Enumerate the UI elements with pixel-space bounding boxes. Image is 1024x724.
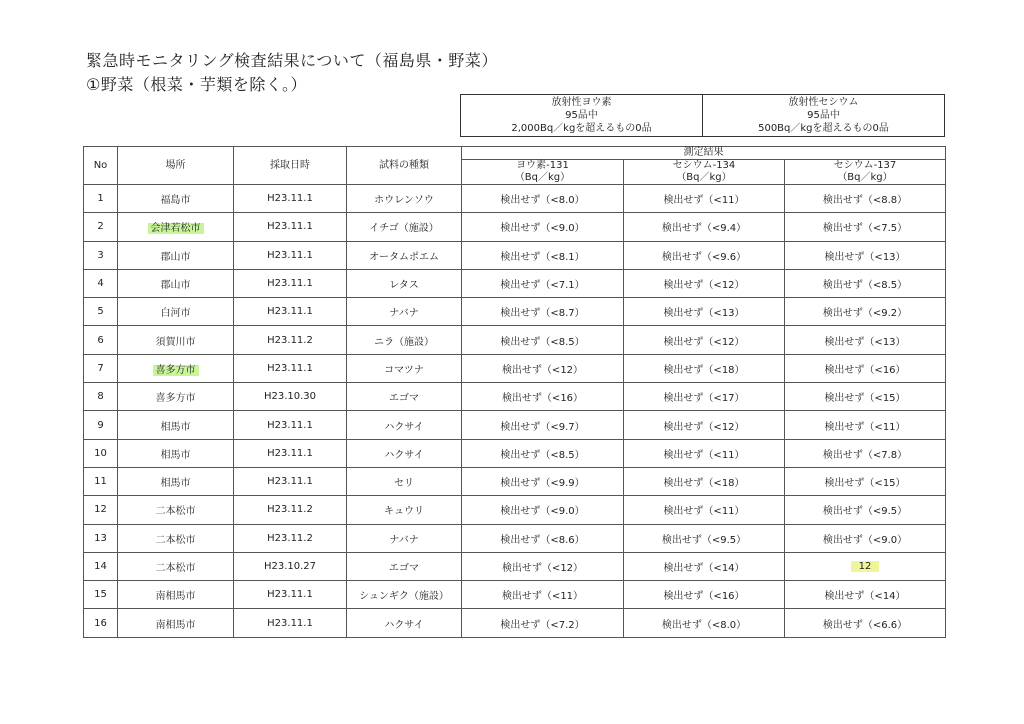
cell-i131: 検出せず（<9.0） bbox=[462, 213, 624, 241]
cell-sample: イチゴ（施設） bbox=[347, 213, 462, 241]
cell-no: 7 bbox=[84, 354, 118, 382]
cell-i131: 検出せず（<7.2） bbox=[462, 609, 624, 637]
cell-cs137: 検出せず（<15） bbox=[785, 467, 946, 495]
cell-no: 8 bbox=[84, 383, 118, 411]
cell-sample: ホウレンソウ bbox=[347, 185, 462, 213]
cell-i131: 検出せず（<9.7） bbox=[462, 411, 624, 439]
detected-value-highlight: 12 bbox=[851, 561, 880, 572]
cell-cs137: 検出せず（<11） bbox=[785, 411, 946, 439]
summary-cesium-count: 95品中 bbox=[807, 110, 840, 121]
table-row bbox=[84, 354, 946, 382]
cell-date: H23.10.27 bbox=[234, 552, 347, 580]
cell-place: 福島市 bbox=[118, 185, 234, 213]
cell-sample: キュウリ bbox=[347, 496, 462, 524]
summary-cesium-exceed: 500Bq／kgを超えるもの0品 bbox=[758, 123, 889, 134]
cell-date: H23.11.2 bbox=[234, 496, 347, 524]
table-row bbox=[84, 269, 946, 297]
cell-i131: 検出せず（<9.9） bbox=[462, 467, 624, 495]
cell-place: 二本松市 bbox=[118, 496, 234, 524]
cell-place: 南相馬市 bbox=[118, 609, 234, 637]
cell-cs137: 検出せず（<16） bbox=[785, 354, 946, 382]
table-row bbox=[84, 496, 946, 524]
cell-cs134: 検出せず（<18） bbox=[624, 467, 785, 495]
header-sample: 試料の種類 bbox=[347, 147, 462, 185]
cell-sample: オータムポエム bbox=[347, 241, 462, 269]
cell-i131: 検出せず（<8.6） bbox=[462, 524, 624, 552]
header-place: 場所 bbox=[118, 147, 234, 185]
page-subtitle: ①野菜（根菜・芋類を除く。） bbox=[86, 75, 308, 94]
header-cs134 bbox=[624, 160, 785, 185]
cell-sample: コマツナ bbox=[347, 354, 462, 382]
cell-cs137: 検出せず（<13） bbox=[785, 241, 946, 269]
header-cs137-unit: （Bq／kg） bbox=[837, 172, 893, 183]
cell-cs134: 検出せず（<13） bbox=[624, 298, 785, 326]
cell-cs134: 検出せず（<17） bbox=[624, 383, 785, 411]
summary-iodine bbox=[461, 95, 703, 137]
summary-cesium-label: 放射性セシウム bbox=[788, 97, 859, 108]
cell-cs134: 検出せず（<11） bbox=[624, 185, 785, 213]
cell-cs134: 検出せず（<11） bbox=[624, 496, 785, 524]
cell-no: 15 bbox=[84, 581, 118, 609]
cell-date: H23.11.1 bbox=[234, 241, 347, 269]
table-row bbox=[84, 609, 946, 637]
table-row bbox=[84, 185, 946, 213]
table-row bbox=[84, 411, 946, 439]
cell-sample: ハクサイ bbox=[347, 439, 462, 467]
cell-cs134: 検出せず（<11） bbox=[624, 439, 785, 467]
cell-no: 16 bbox=[84, 609, 118, 637]
table-row bbox=[84, 524, 946, 552]
header-cs134-label: セシウム-134 bbox=[672, 160, 736, 171]
cell-no: 3 bbox=[84, 241, 118, 269]
cell-cs134: 検出せず（<9.4） bbox=[624, 213, 785, 241]
cell-date: H23.11.1 bbox=[234, 609, 347, 637]
cell-no: 6 bbox=[84, 326, 118, 354]
header-cs137-label: セシウム-137 bbox=[833, 160, 897, 171]
cell-i131: 検出せず（<9.0） bbox=[462, 496, 624, 524]
cell-place: 郡山市 bbox=[118, 241, 234, 269]
summary-table bbox=[460, 94, 945, 137]
cell-cs134: 検出せず（<9.5） bbox=[624, 524, 785, 552]
cell-no: 11 bbox=[84, 467, 118, 495]
cell-cs134: 検出せず（<12） bbox=[624, 326, 785, 354]
cell-i131: 検出せず（<8.5） bbox=[462, 439, 624, 467]
cell-date: H23.11.1 bbox=[234, 439, 347, 467]
cell-cs134: 検出せず（<18） bbox=[624, 354, 785, 382]
cell-no: 5 bbox=[84, 298, 118, 326]
cell-sample: セリ bbox=[347, 467, 462, 495]
cell-date: H23.11.1 bbox=[234, 298, 347, 326]
cell-sample: エゴマ bbox=[347, 552, 462, 580]
cell-cs137: 検出せず（<15） bbox=[785, 383, 946, 411]
header-date: 採取日時 bbox=[234, 147, 347, 185]
table-row bbox=[84, 581, 946, 609]
cell-place: 相馬市 bbox=[118, 467, 234, 495]
cell-i131: 検出せず（<8.5） bbox=[462, 326, 624, 354]
table-row bbox=[84, 383, 946, 411]
cell-cs137: 検出せず（<7.8） bbox=[785, 439, 946, 467]
cell-place: 南相馬市 bbox=[118, 581, 234, 609]
table-row bbox=[84, 552, 946, 580]
cell-cs137: 検出せず（<6.6） bbox=[785, 609, 946, 637]
cell-i131: 検出せず（<8.1） bbox=[462, 241, 624, 269]
cell-no: 4 bbox=[84, 269, 118, 297]
summary-cesium bbox=[703, 95, 945, 137]
cell-sample: ハクサイ bbox=[347, 609, 462, 637]
cell-cs137: 検出せず（<14） bbox=[785, 581, 946, 609]
cell-cs134: 検出せず（<12） bbox=[624, 269, 785, 297]
cell-cs134: 検出せず（<9.6） bbox=[624, 241, 785, 269]
header-i131-unit: （Bq／kg） bbox=[514, 172, 571, 183]
cell-cs137: 検出せず（<9.5） bbox=[785, 496, 946, 524]
cell-place: 喜多方市 bbox=[118, 383, 234, 411]
cell-cs134: 検出せず（<14） bbox=[624, 552, 785, 580]
page-title: 緊急時モニタリング検査結果について（福島県・野菜） bbox=[86, 51, 498, 70]
cell-cs137: 検出せず（<8.8） bbox=[785, 185, 946, 213]
cell-no: 1 bbox=[84, 185, 118, 213]
cell-no: 14 bbox=[84, 552, 118, 580]
cell-no: 13 bbox=[84, 524, 118, 552]
cell-date: H23.11.2 bbox=[234, 524, 347, 552]
cell-date: H23.11.1 bbox=[234, 213, 347, 241]
cell-place: 相馬市 bbox=[118, 439, 234, 467]
table-row bbox=[84, 213, 946, 241]
cell-date: H23.11.1 bbox=[234, 269, 347, 297]
cell-sample: シュンギク（施設） bbox=[347, 581, 462, 609]
place-highlight: 会津若松市 bbox=[148, 223, 204, 234]
table-row bbox=[84, 298, 946, 326]
cell-sample: ニラ（施設） bbox=[347, 326, 462, 354]
cell-i131: 検出せず（<16） bbox=[462, 383, 624, 411]
cell-cs137: 検出せず（<8.5） bbox=[785, 269, 946, 297]
table-row bbox=[84, 439, 946, 467]
cell-place: 二本松市 bbox=[118, 524, 234, 552]
header-i131 bbox=[462, 160, 624, 185]
cell-i131: 検出せず（<8.0） bbox=[462, 185, 624, 213]
cell-place: 白河市 bbox=[118, 298, 234, 326]
table-row bbox=[84, 467, 946, 495]
cell-cs134: 検出せず（<16） bbox=[624, 581, 785, 609]
cell-no: 10 bbox=[84, 439, 118, 467]
header-cs134-unit: （Bq／kg） bbox=[676, 172, 732, 183]
cell-place bbox=[118, 354, 234, 382]
header-i131-label: ヨウ素-131 bbox=[516, 160, 569, 171]
summary-iodine-count: 95品中 bbox=[565, 110, 598, 121]
cell-i131: 検出せず（<11） bbox=[462, 581, 624, 609]
cell-date: H23.11.1 bbox=[234, 581, 347, 609]
cell-date: H23.11.1 bbox=[234, 467, 347, 495]
cell-place: 二本松市 bbox=[118, 552, 234, 580]
cell-sample: ナバナ bbox=[347, 524, 462, 552]
cell-no: 2 bbox=[84, 213, 118, 241]
cell-i131: 検出せず（<7.1） bbox=[462, 269, 624, 297]
cell-i131: 検出せず（<12） bbox=[462, 354, 624, 382]
cell-place bbox=[118, 213, 234, 241]
table-row bbox=[84, 241, 946, 269]
cell-no: 9 bbox=[84, 411, 118, 439]
cell-date: H23.10.30 bbox=[234, 383, 347, 411]
cell-sample: ハクサイ bbox=[347, 411, 462, 439]
cell-sample: ナバナ bbox=[347, 298, 462, 326]
cell-cs137 bbox=[785, 552, 946, 580]
header-cs137 bbox=[785, 160, 946, 185]
header-no: No bbox=[84, 147, 118, 185]
cell-date: H23.11.1 bbox=[234, 354, 347, 382]
cell-cs134: 検出せず（<12） bbox=[624, 411, 785, 439]
cell-date: H23.11.1 bbox=[234, 185, 347, 213]
cell-i131: 検出せず（<12） bbox=[462, 552, 624, 580]
cell-cs137: 検出せず（<9.2） bbox=[785, 298, 946, 326]
summary-iodine-exceed: 2,000Bq／kgを超えるもの0品 bbox=[511, 123, 652, 134]
cell-place: 須賀川市 bbox=[118, 326, 234, 354]
cell-place: 郡山市 bbox=[118, 269, 234, 297]
header-measure: 測定結果 bbox=[462, 147, 946, 160]
cell-no: 12 bbox=[84, 496, 118, 524]
cell-cs134: 検出せず（<8.0） bbox=[624, 609, 785, 637]
cell-place: 相馬市 bbox=[118, 411, 234, 439]
place-highlight: 喜多方市 bbox=[153, 365, 199, 376]
cell-date: H23.11.2 bbox=[234, 326, 347, 354]
cell-i131: 検出せず（<8.7） bbox=[462, 298, 624, 326]
cell-cs137: 検出せず（<9.0） bbox=[785, 524, 946, 552]
summary-iodine-label: 放射性ヨウ素 bbox=[551, 97, 612, 108]
cell-sample: エゴマ bbox=[347, 383, 462, 411]
cell-cs137: 検出せず（<13） bbox=[785, 326, 946, 354]
cell-sample: レタス bbox=[347, 269, 462, 297]
results-table bbox=[83, 146, 946, 638]
cell-cs137: 検出せず（<7.5） bbox=[785, 213, 946, 241]
cell-date: H23.11.1 bbox=[234, 411, 347, 439]
table-row bbox=[84, 326, 946, 354]
